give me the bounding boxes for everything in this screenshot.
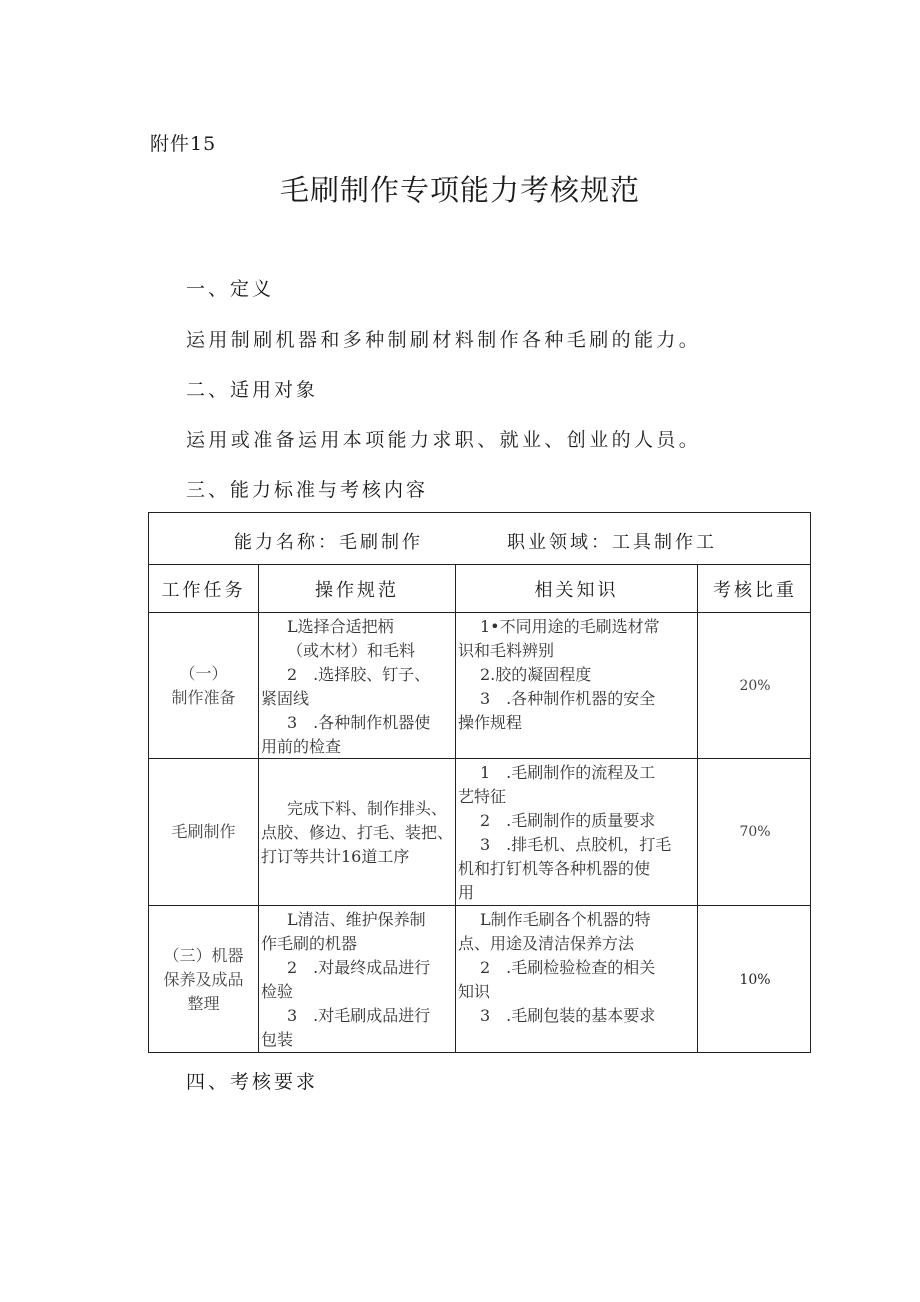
table-row-task	[149, 613, 258, 758]
knowledge-line: 1•不同用途的毛刷选材常	[480, 617, 660, 636]
knowledge-line: 2 .毛刷制作的质量要求	[480, 811, 656, 830]
operation-line: 2 .选择胶、钉子、	[287, 665, 431, 684]
column-header-operation: 操作规范	[315, 579, 399, 601]
table-row-operation	[259, 613, 455, 758]
knowledge-line: 点、用途及清洁保养方法	[458, 934, 635, 953]
knowledge-line: 1 .毛刷制作的流程及工	[480, 763, 656, 782]
operation-line: 作毛刷的机器	[261, 934, 358, 953]
table-banner	[149, 513, 811, 564]
operation-line: L清洁、维护保养制	[287, 910, 426, 929]
operation-line: 包装	[261, 1030, 294, 1049]
knowledge-line: 3 .各种制作机器的安全	[480, 689, 656, 708]
task-line: （三）机器	[163, 946, 244, 965]
table-row-knowledge	[456, 906, 697, 1053]
assessment-table	[148, 512, 811, 1053]
ability-name: 能力名称：毛刷制作	[234, 532, 423, 553]
target-text: 运用或准备运用本项能力求职、就业、创业的人员。	[186, 429, 702, 451]
table-row-knowledge	[456, 613, 697, 758]
operation-line: 点胶、修边、打毛、装把、	[261, 823, 454, 842]
knowledge-line: 机和打钉机等各种机器的使	[458, 859, 651, 878]
knowledge-line: 知识	[458, 982, 491, 1001]
section-heading-standards: 三、能力标准与考核内容	[186, 479, 429, 501]
operation-line: 完成下料、制作排头、	[287, 799, 448, 818]
column-header-weight: 考核比重	[713, 579, 797, 601]
task-line: （一）	[179, 663, 228, 683]
knowledge-line: 艺特征	[458, 787, 507, 806]
table-row-weight: 70%	[739, 824, 771, 840]
knowledge-line: 用	[458, 883, 475, 902]
table-row-operation	[259, 759, 455, 905]
operation-line: （或木材）和毛料	[287, 641, 416, 660]
operation-line: 检验	[261, 982, 294, 1001]
section-heading-target: 二、适用对象	[186, 379, 319, 401]
operation-line: 用前的检查	[261, 737, 342, 756]
table-row-task	[149, 759, 258, 905]
knowledge-line: 识和毛料辨别	[458, 641, 555, 660]
task-line: 制作准备	[171, 687, 236, 707]
operation-line: 紧固线	[261, 689, 310, 708]
task-line: 保养及成品	[163, 970, 244, 989]
section-heading-requirements: 四、考核要求	[186, 1071, 319, 1093]
table-row-weight: 10%	[739, 972, 771, 988]
table-row-knowledge	[456, 759, 697, 905]
knowledge-line: 2 .毛刷检验检查的相关	[480, 958, 656, 977]
knowledge-line: 3 .排毛机、点胶机，打毛	[480, 835, 672, 854]
career-field: 职业领域：工具制作工	[507, 532, 717, 553]
definition-text: 运用制刷机器和多种制刷材料制作各种毛刷的能力。	[186, 329, 702, 351]
table-row-task	[149, 906, 258, 1053]
section-heading-definition: 一、定义	[186, 278, 275, 300]
operation-line: 3 .对毛刷成品进行	[287, 1006, 431, 1025]
table-row-weight: 20%	[739, 677, 771, 694]
task-line: 整理	[187, 994, 220, 1013]
column-header-task: 工作任务	[161, 579, 246, 601]
document-title: 毛刷制作专项能力考核规范	[279, 173, 640, 207]
table-row-operation	[259, 906, 455, 1053]
column-header-knowledge: 相关知识	[534, 579, 619, 601]
attachment-label: 附件15	[150, 133, 217, 155]
knowledge-line: 2.胶的凝固程度	[480, 665, 592, 684]
operation-line: L选择合适把柄	[287, 617, 394, 636]
task-line: 毛刷制作	[171, 822, 236, 841]
operation-line: 2 .对最终成品进行	[287, 958, 431, 977]
operation-line: 打订等共计16道工序	[261, 847, 410, 866]
knowledge-line: 操作规程	[458, 713, 523, 732]
knowledge-line: L制作毛刷各个机器的特	[480, 910, 651, 929]
knowledge-line: 3 .毛刷包装的基本要求	[480, 1006, 656, 1025]
operation-line: 3 .各种制作机器使	[287, 713, 431, 732]
